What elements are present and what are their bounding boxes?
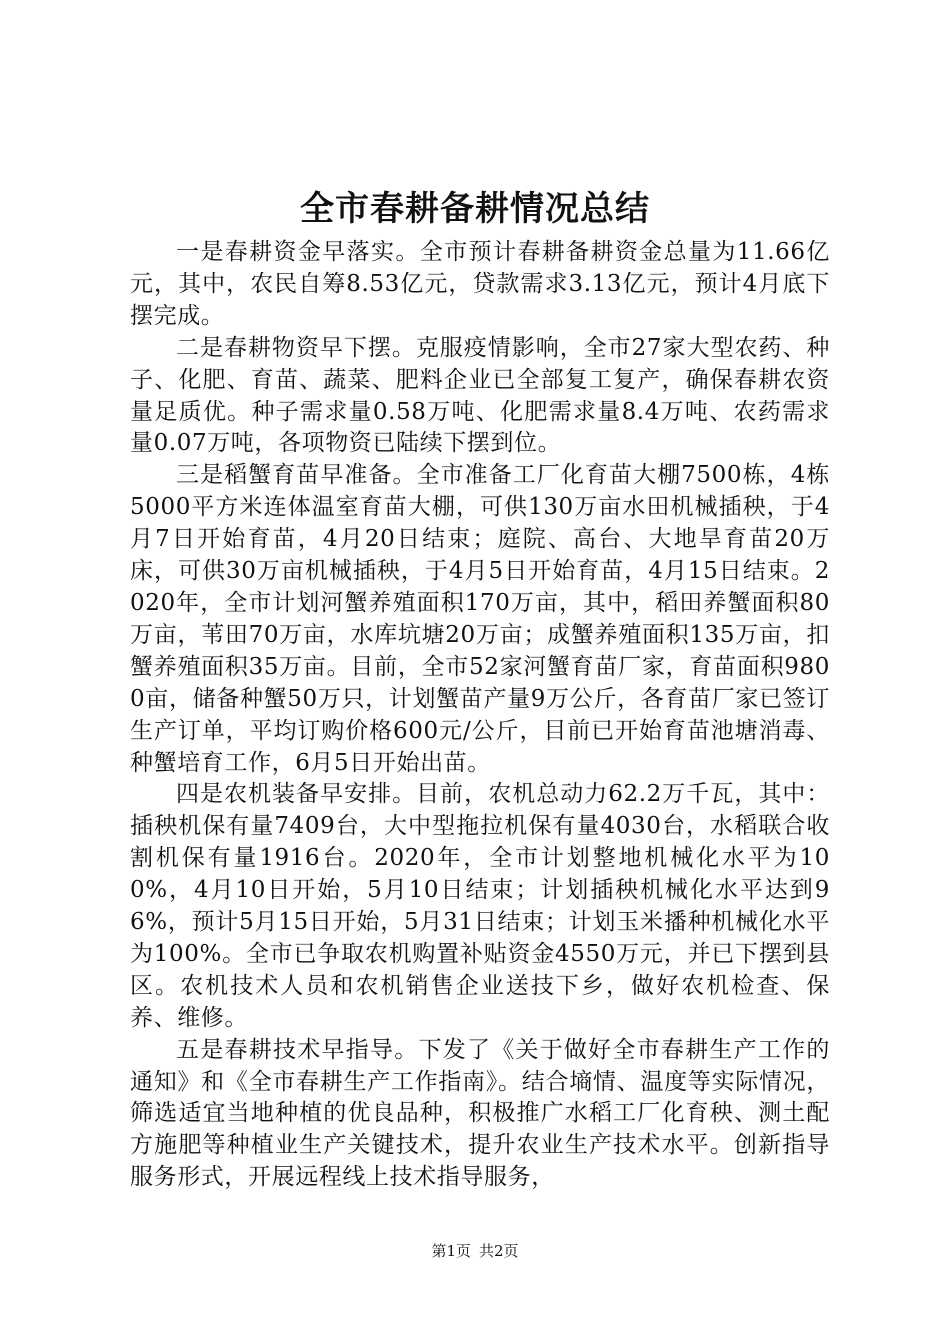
page-total: 共2页 — [479, 1242, 519, 1260]
page-footer — [0, 1240, 950, 1262]
document-title: 全市春耕备耕情况总结 — [300, 189, 650, 229]
page-number: 第1页 — [431, 1242, 471, 1260]
paragraph-machinery: 四是农机装备早安排。目前，农机总动力62.2万千瓦，其中：插秧机保有量7409台，大中型拖拉机保有量4030台，水稻联合收割机保有量1916台。2020年，全市计划整地机械化水平为100%，4月10日开始，5月10日结束；计划插秧机械化水平达到96%，预计5月15日开始，5月31日结束；计划玉米播种机械化水平为100%。全市已争取农机购置补贴资金4550万元，并已下摆到县区。农机技术人员和农机销售企业送技下乡，做好农机检查、保养、维修。 — [130, 781, 830, 1031]
paragraph-technology: 五是春耕技术早指导。下发了《关于做好全市春耕生产工作的通知》和《全市春耕生产工作指南》。结合墒情、温度等实际情况，筛选适宜当地种植的优良品种，积极推广水稻工厂化育秧、测土配方施肥等种植业生产关键技术，提升农业生产技术水平。创新指导服务形式，开展远程线上技术指导服务， — [130, 1036, 830, 1191]
paragraph-seedlings: 三是稻蟹育苗早准备。全市准备工厂化育苗大棚7500栋，4栋5000平方米连体温室育苗大棚，可供130万亩水田机械插秧，于4月7日开始育苗，4月20日结束；庭院、高台、大地旱育苗20万床，可供30万亩机械插秧，于4月5日开始育苗，4月15日结束。2020年，全市计划河蟹养殖面积170万亩，其中，稻田养蟹面积80万亩，苇田70万亩，水库坑塘20万亩；成蟹养殖面积135万亩，扣蟹养殖面积35万亩。目前，全市52家河蟹育苗厂家，育苗面积9800亩，储备种蟹50万只，计划蟹苗产量9万公斤，各育苗厂家已签订生产订单，平均订购价格600元/公斤，目前已开始育苗池塘消毒、种蟹培育工作，6月5日开始出苗。 — [130, 462, 830, 776]
document-body — [130, 237, 830, 1194]
paragraph-supplies: 二是春耕物资早下摆。克服疫情影响，全市27家大型农药、种子、化肥、育苗、蔬菜、肥料企业已全部复工复产，确保春耕农资量足质优。种子需求量0.58万吨、化肥需求量8.4万吨、农药需求量0.07万吨，各项物资已陆续下摆到位。 — [130, 334, 830, 457]
paragraph-funds: 一是春耕资金早落实。全市预计春耕备耕资金总量为11.66亿元，其中，农民自筹8.53亿元，贷款需求3.13亿元，预计4月底下摆完成。 — [130, 239, 830, 329]
